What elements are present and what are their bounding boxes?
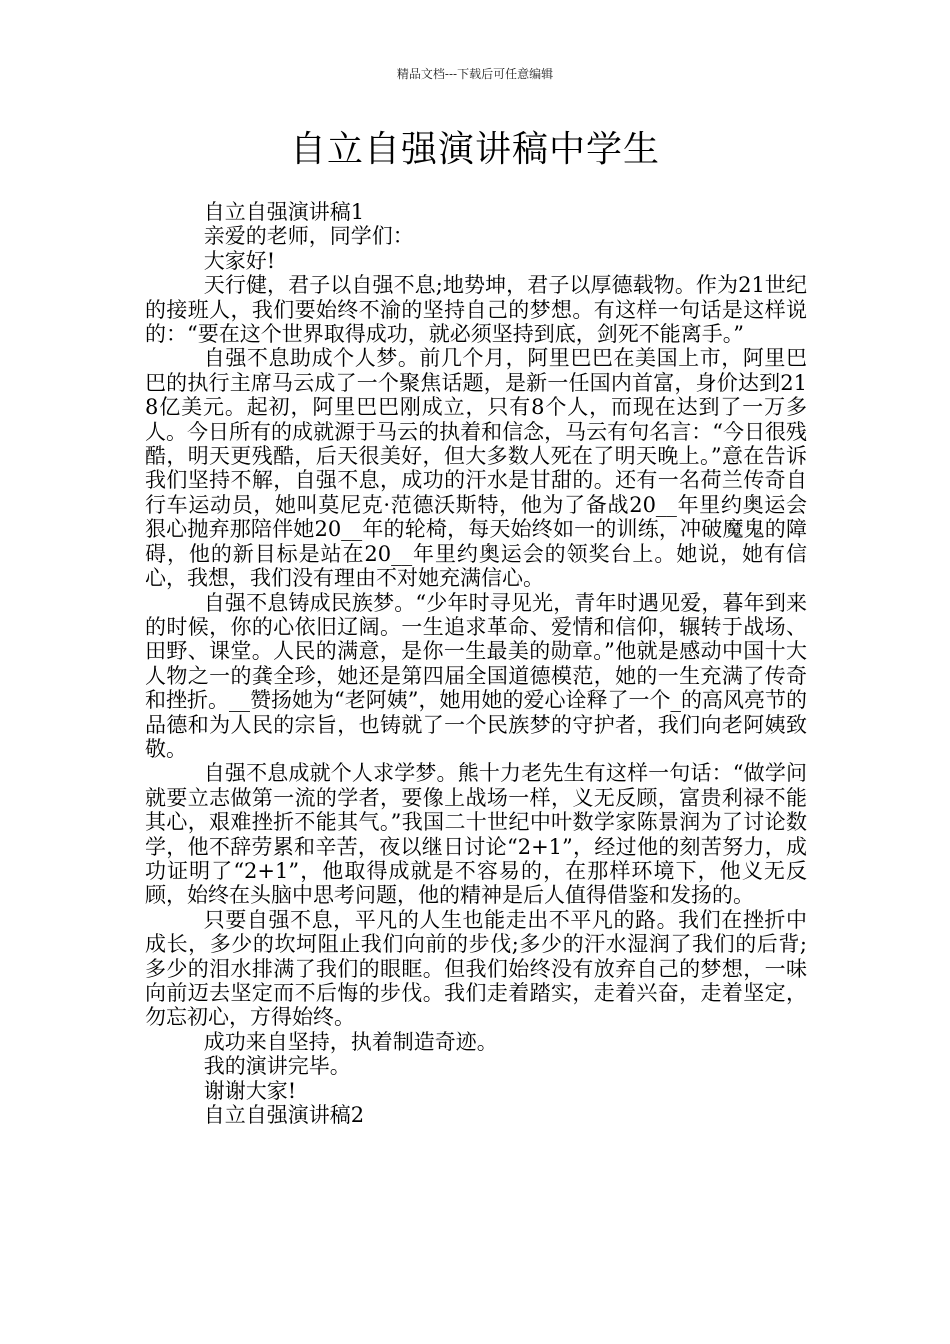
body-paragraph: 天行健，君子以自强不息;地势坤，君子以厚德载物。作为21世纪的接班人，我们要始终不渝的坚持自己的梦想。有这样一句话是这样说的：“要在这个世界取得成功，就必须坚持到底，剑死不能离手。”: [145, 273, 807, 347]
header-note: 精品文档---下载后可任意编辑: [396, 67, 554, 81]
closing-line: 我的演讲完毕。: [203, 1054, 351, 1079]
body-paragraph: 自强不息助成个人梦。前几个月，阿里巴巴在美国上市，阿里巴巴的执行主席马云成了一个聚焦话题，是新一任国内首富，身价达到218亿美元。起初，阿里巴巴刚成立，只有8个人，而现在达到了一万多人。今日所有的成就源于马云的执着和信念，马云有句名言：“今日很残酷，明天更残酷，后天很美好，但大多数人死在了明天晚上。”意在告诉我们坚持不解，自强不息，成功的汗水是甘甜的。还有一名荷兰传奇自行车运动员，她叫莫尼克·范德沃斯特，他为了备战20__年里约奥运会狠心抛弃那陪伴她20__年的轮椅，每天始终如一的训练，冲破魔鬼的障碍，他的新目标是站在20__年里约奥运会的领奖台上。她说，她有信心，我想，我们没有理由不对她充满信心。: [145, 346, 807, 591]
salutation: 亲爱的老师，同学们：: [203, 224, 414, 249]
document-title: 自立自强演讲稿中学生: [289, 129, 660, 170]
closing-line: 谢谢大家!: [203, 1078, 297, 1103]
speech-1-heading: 自立自强演讲稿1: [203, 200, 365, 224]
body-paragraph: 只要自强不息，平凡的人生也能走出不平凡的路。我们在挫折中成长，多少的坎坷阻止我们向前的步伐;多少的汗水湿润了我们的后背;多少的泪水排满了我们的眼眶。但我们始终没有放弃自己的梦想，一味向前迈去坚定而不后悔的步伐。我们走着踏实，走着兴奋，走着坚定，勿忘初心，方得始终。: [145, 907, 807, 1030]
body-paragraph: 自强不息铸成民族梦。“少年时寻见光，青年时遇见爱，暮年到来的时候，你的心依旧辽阔。一生追求革命、爱情和信仰，辗转于战场、田野、课堂。人民的满意，是你一生最美的勋章。”他就是感动中国十大人物之一的龚全珍，她还是第四届全国道德模范，她的一生充满了传奇和挫折。__赞扬她为“老阿姨”，她用她的爱心诠释了一个_的高风亮节的品德和为人民的宗旨，也铸就了一个民族梦的守护者，我们向老阿姨致敬。: [145, 590, 807, 761]
document-body: [145, 200, 807, 1127]
greeting: 大家好!: [203, 248, 276, 273]
speech-2-heading: 自立自强演讲稿2: [203, 1103, 365, 1128]
body-paragraph: 自强不息成就个人求学梦。熊十力老先生有这样一句话：“做学问就要立志做第一流的学者，要像上战场一样，义无反顾，富贵利禄不能其心，艰难挫折不能其气。”我国二十世纪中叶数学家陈景润为了讨论数学，他不辞劳累和辛苦，夜以继日讨论“2+1”，经过他的刻苦努力，成功证明了“2+1”，他取得成就是不容易的，在那样环境下，他义无反顾，始终在头脑中思考问题，他的精神是后人值得借鉴和发扬的。: [145, 761, 807, 908]
closing-line: 成功来自坚持，执着制造奇迹。: [203, 1029, 498, 1054]
